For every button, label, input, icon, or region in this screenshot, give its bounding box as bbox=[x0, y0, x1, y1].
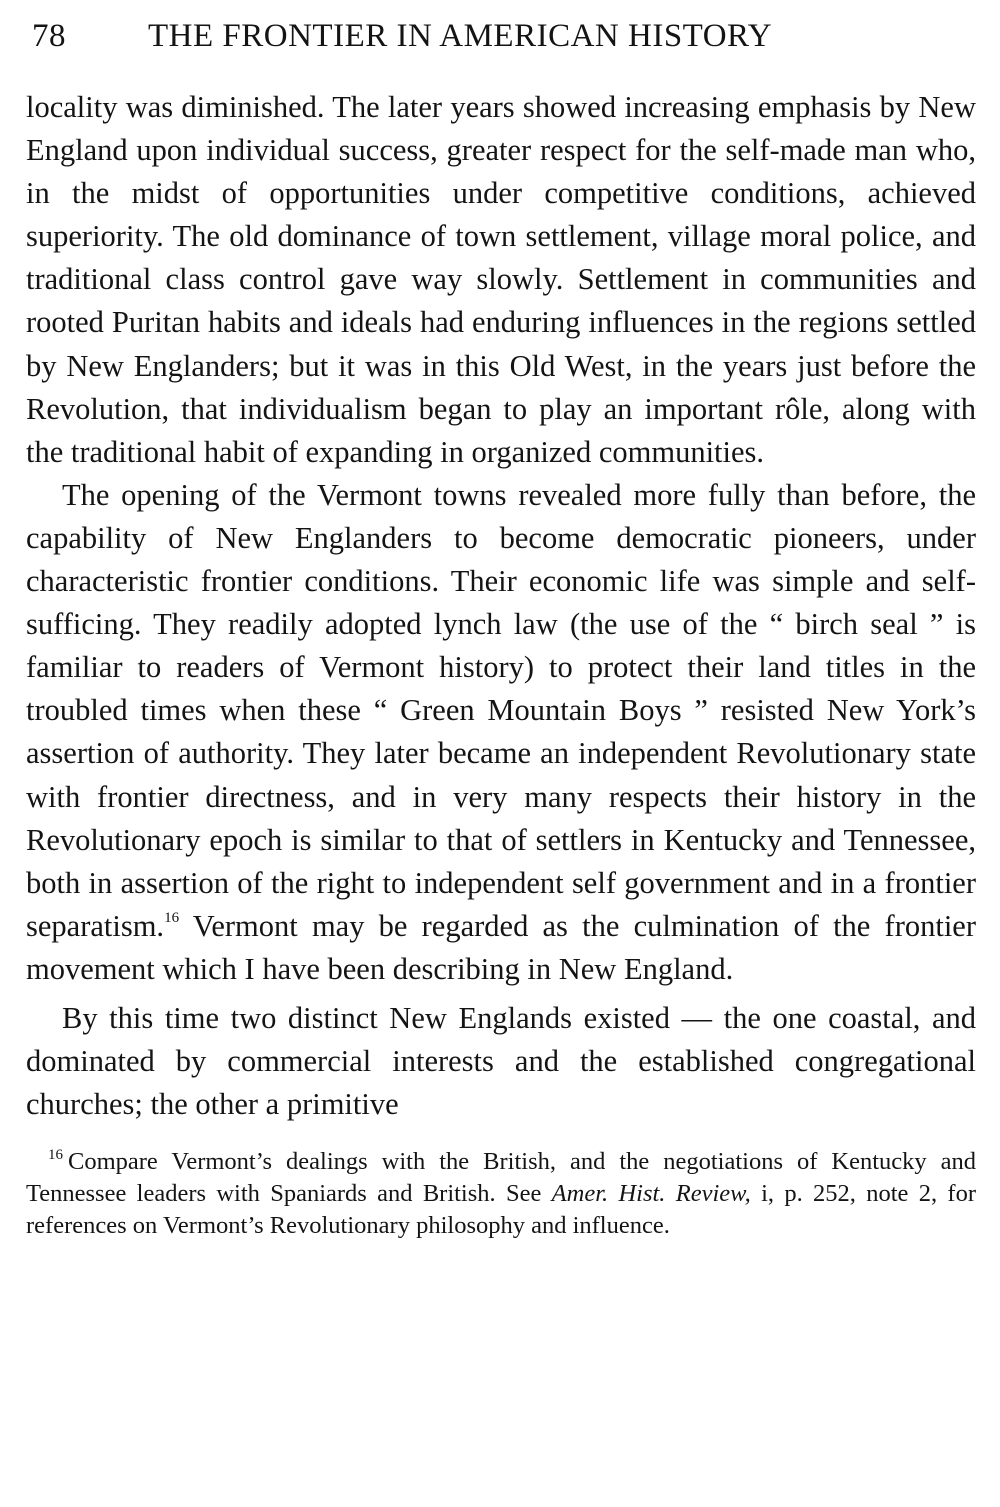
page-number: 78 bbox=[32, 18, 66, 54]
paragraph-vermont-text: The opening of the Vermont towns revealed more fully than before, the capability of New Englanders to become democratic pioneers, under characteristic frontier conditions. Their economic life was simple and self-sufficing. They readily adopted lynch law (the use of the “ birch seal ” is familiar to readers of Vermont history) to protect their land titles in the troubled times when these “ Green Mountain Boys ” resisted New York’s assertion of authority. They later became an independent Revolutionary state with frontier directness, and in very many respects their history in the Revolutionary epoch is similar to that of settlers in Kentucky and Tennessee, both in assertion of the right to independent self government and in a frontier separatism. bbox=[26, 477, 976, 943]
footnote-reference: 16 bbox=[164, 909, 180, 926]
footnote-citation: Amer. Hist. Review, bbox=[551, 1180, 751, 1208]
footnote-text: Compare Vermont’s dealings with the British, and the negotiations of Kentucky and Tennessee leaders with Spaniards and British. See bbox=[26, 1148, 976, 1208]
running-title: THE FRONTIER IN AMERICAN HISTORY bbox=[148, 18, 773, 54]
paragraph-two-new-englands: By this time two distinct New Englands existed — the one coastal, and dominated by commercial interests and the established congregational churches; the other a primitive bbox=[26, 1000, 976, 1122]
running-header bbox=[26, 10, 976, 62]
book-page bbox=[26, 10, 976, 1242]
paragraph-vermont bbox=[26, 474, 976, 991]
footnote bbox=[26, 1146, 976, 1242]
footnote-number: 16 bbox=[48, 1147, 63, 1164]
paragraph-continued: locality was diminished. The later years showed increasing emphasis by New England upon individual success, greater respect for the self-made man who, in the midst of opportunities under competitive conditions, achieved superiority. The old dominance of town settlement, village moral police, and traditional class control gave way slowly. Settlement in communities and rooted Puritan habits and ideals had enduring influences in the regions settled by New Englanders; but it was in this Old West, in the years just before the Revolution, that individualism began to play an important rôle, along with the traditional habit of expanding in organized communities. bbox=[26, 90, 976, 469]
footnote-text-end: i, p. 252, note 2, for references on Vermont’s Revolutionary philosophy and influence. bbox=[26, 1180, 976, 1240]
paragraph-vermont-text-end: Vermont may be regarded as the culmination of the frontier movement which I have been describing in New England. bbox=[26, 908, 976, 986]
body-text bbox=[26, 86, 976, 1126]
